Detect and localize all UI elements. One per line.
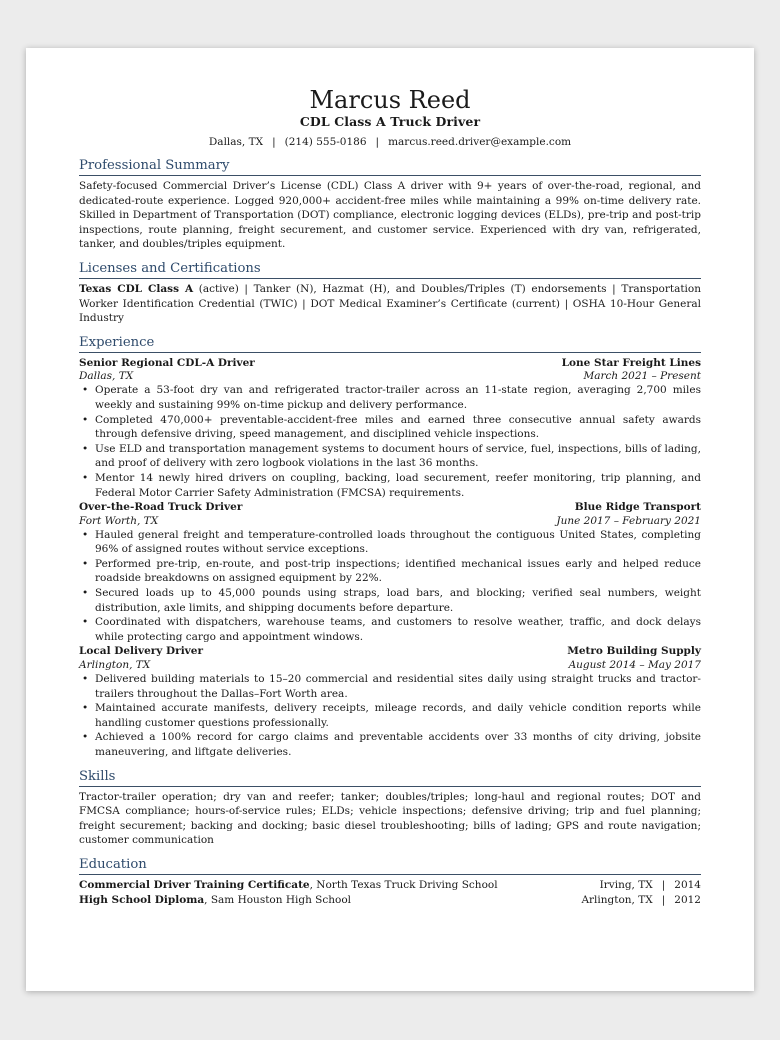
- education-location: Irving, TX: [599, 878, 653, 891]
- skills-text: Tractor-trailer operation; dry van and reefer; tanker; doubles/triples; long-haul and regional routes; DOT and FMCSA compliance; hours-of-service rules; ELDs; vehicle inspections; defensive driving; trip and fuel planning; freight securement; backing and docking; basic diesel troubleshooting; bills of lading; GPS and route navigation; customer communication: [79, 790, 701, 847]
- job-subheader: [79, 659, 701, 672]
- job-title: Over-the-Road Truck Driver: [79, 501, 243, 514]
- education-school: , Sam Houston High School: [204, 893, 352, 906]
- job-company: Lone Star Freight Lines: [561, 356, 701, 369]
- summary-heading: Professional Summary: [79, 158, 701, 176]
- job-entry: [79, 644, 701, 759]
- education-right: [581, 893, 701, 908]
- contact-separator: |: [375, 136, 380, 148]
- job-dates: June 2017 – February 2021: [556, 514, 701, 527]
- job-bullet: • Maintained accurate manifests, delivery receipts, mileage records, and daily vehicle condition reports while handling customer questions professionally.: [79, 701, 701, 730]
- education-left: [79, 878, 498, 893]
- job-company: Metro Building Supply: [567, 645, 701, 658]
- education-right: [600, 878, 701, 893]
- job-bullets: [79, 528, 701, 645]
- job-location: Arlington, TX: [79, 659, 151, 672]
- contact-city: Dallas, TX: [208, 136, 264, 148]
- job-entry: [79, 500, 701, 644]
- job-bullet: • Performed pre-trip, en-route, and post-trip inspections; identified mechanical issues early and helped reduce roadside breakdowns on assigned equipment by 22%.: [79, 557, 701, 586]
- contact-phone: (214) 555-0186: [284, 136, 367, 148]
- education-degree: Commercial Driver Training Certificate: [79, 878, 310, 891]
- job-title: Senior Regional CDL-A Driver: [79, 356, 255, 369]
- licenses-details: (active) | Tanker (N), Hazmat (H), and Doubles/Triples (T) endorsements | Transportation Worker Identification Credential (TWIC) | DOT Medical Examiner’s Certificate (current) | OSHA 10-Hour General Industry: [79, 282, 701, 325]
- job-location: Dallas, TX: [79, 370, 134, 383]
- job-header: [79, 644, 701, 659]
- job-bullet: • Achieved a 100% record for cargo claims and preventable accidents over 33 months of city driving, jobsite maneuvering, and liftgate deliveries.: [79, 730, 701, 759]
- skills-heading: Skills: [79, 769, 701, 787]
- job-dates: March 2021 – Present: [583, 370, 701, 383]
- education-degree: High School Diploma: [79, 893, 205, 906]
- candidate-name: Marcus Reed: [309, 86, 471, 114]
- education-row: [79, 893, 701, 908]
- licenses-text: [79, 282, 701, 326]
- job-entry: [79, 356, 701, 500]
- job-bullet: • Operate a 53-foot dry van and refrigerated tractor-trailer across an 11-state region, averaging 2,700 miles weekly and sustaining 99% on-time pickup and delivery performance.: [79, 383, 701, 412]
- contact-line: [79, 135, 701, 149]
- contact-separator: |: [272, 136, 276, 148]
- education-left: [79, 893, 351, 908]
- resume-content: [79, 86, 701, 908]
- job-bullet: • Coordinated with dispatchers, warehouse teams, and customers to resolve weather, traffic, and dock delays while protecting cargo and appointment windows.: [79, 615, 701, 644]
- job-bullet: • Hauled general freight and temperature-controlled loads throughout the contiguous United States, completing 96% of assigned routes without service exceptions.: [79, 528, 701, 557]
- candidate-title: CDL Class A Truck Driver: [299, 114, 481, 129]
- education-school: , North Texas Truck Driving School: [309, 878, 498, 891]
- education-year: 2014: [674, 878, 701, 891]
- contact-email: marcus.reed.driver@example.com: [388, 136, 572, 148]
- education-location: Arlington, TX: [581, 893, 653, 906]
- job-header: [79, 500, 701, 515]
- experience-heading: Experience: [79, 335, 701, 353]
- education-heading: Education: [79, 857, 701, 875]
- resume-page: [26, 48, 754, 991]
- job-subheader: [79, 515, 701, 528]
- education-separator: |: [661, 878, 666, 891]
- job-subheader: [79, 370, 701, 383]
- job-title: Local Delivery Driver: [79, 645, 204, 658]
- summary-text: Safety-focused Commercial Driver’s License (CDL) Class A driver with 9+ years of over-the-road, regional, and dedicated-route experience. Logged 920,000+ accident-free miles while maintaining a 99% on-time delivery rate. Skilled in Department of Transportation (DOT) compliance, electronic logging devices (ELDs), pre-trip and post-trip inspections, route planning, freight securement, and customer service. Experienced with dry van, refrigerated, tanker, and doubles/triples equipment.: [79, 180, 701, 251]
- licenses-lead: Texas CDL Class A: [79, 282, 194, 295]
- job-bullet: • Delivered building materials to 15–20 commercial and residential sites daily using straight trucks and tractor-trailers throughout the Dallas–Fort Worth area.: [79, 672, 701, 701]
- licenses-heading: Licenses and Certifications: [79, 261, 701, 279]
- job-bullet: • Use ELD and transportation management systems to document hours of service, fuel, inspections, bills of lading, and proof of delivery with zero logbook violations in the last 36 months.: [79, 442, 701, 471]
- job-bullet: • Secured loads up to 45,000 pounds using straps, load bars, and blocking; verified seal numbers, weight distribution, axle limits, and shipping documents before departure.: [79, 586, 701, 615]
- education-separator: |: [661, 893, 666, 906]
- job-company: Blue Ridge Transport: [574, 501, 701, 514]
- education-row: [79, 878, 701, 893]
- education-year: 2012: [674, 893, 701, 906]
- job-bullets: [79, 383, 701, 500]
- job-bullet: • Completed 470,000+ preventable-accident-free miles and earned three consecutive annual safety awards through defensive driving, speed management, and disciplined vehicle inspections.: [79, 413, 701, 442]
- job-location: Fort Worth, TX: [79, 514, 159, 527]
- job-header: [79, 356, 701, 371]
- job-dates: August 2014 – May 2017: [568, 659, 701, 672]
- job-bullet: • Mentor 14 newly hired drivers on coupling, backing, load securement, reefer monitoring, trip planning, and Federal Motor Carrier Safety Administration (FMCSA) requirements.: [79, 471, 701, 500]
- job-bullets: [79, 672, 701, 760]
